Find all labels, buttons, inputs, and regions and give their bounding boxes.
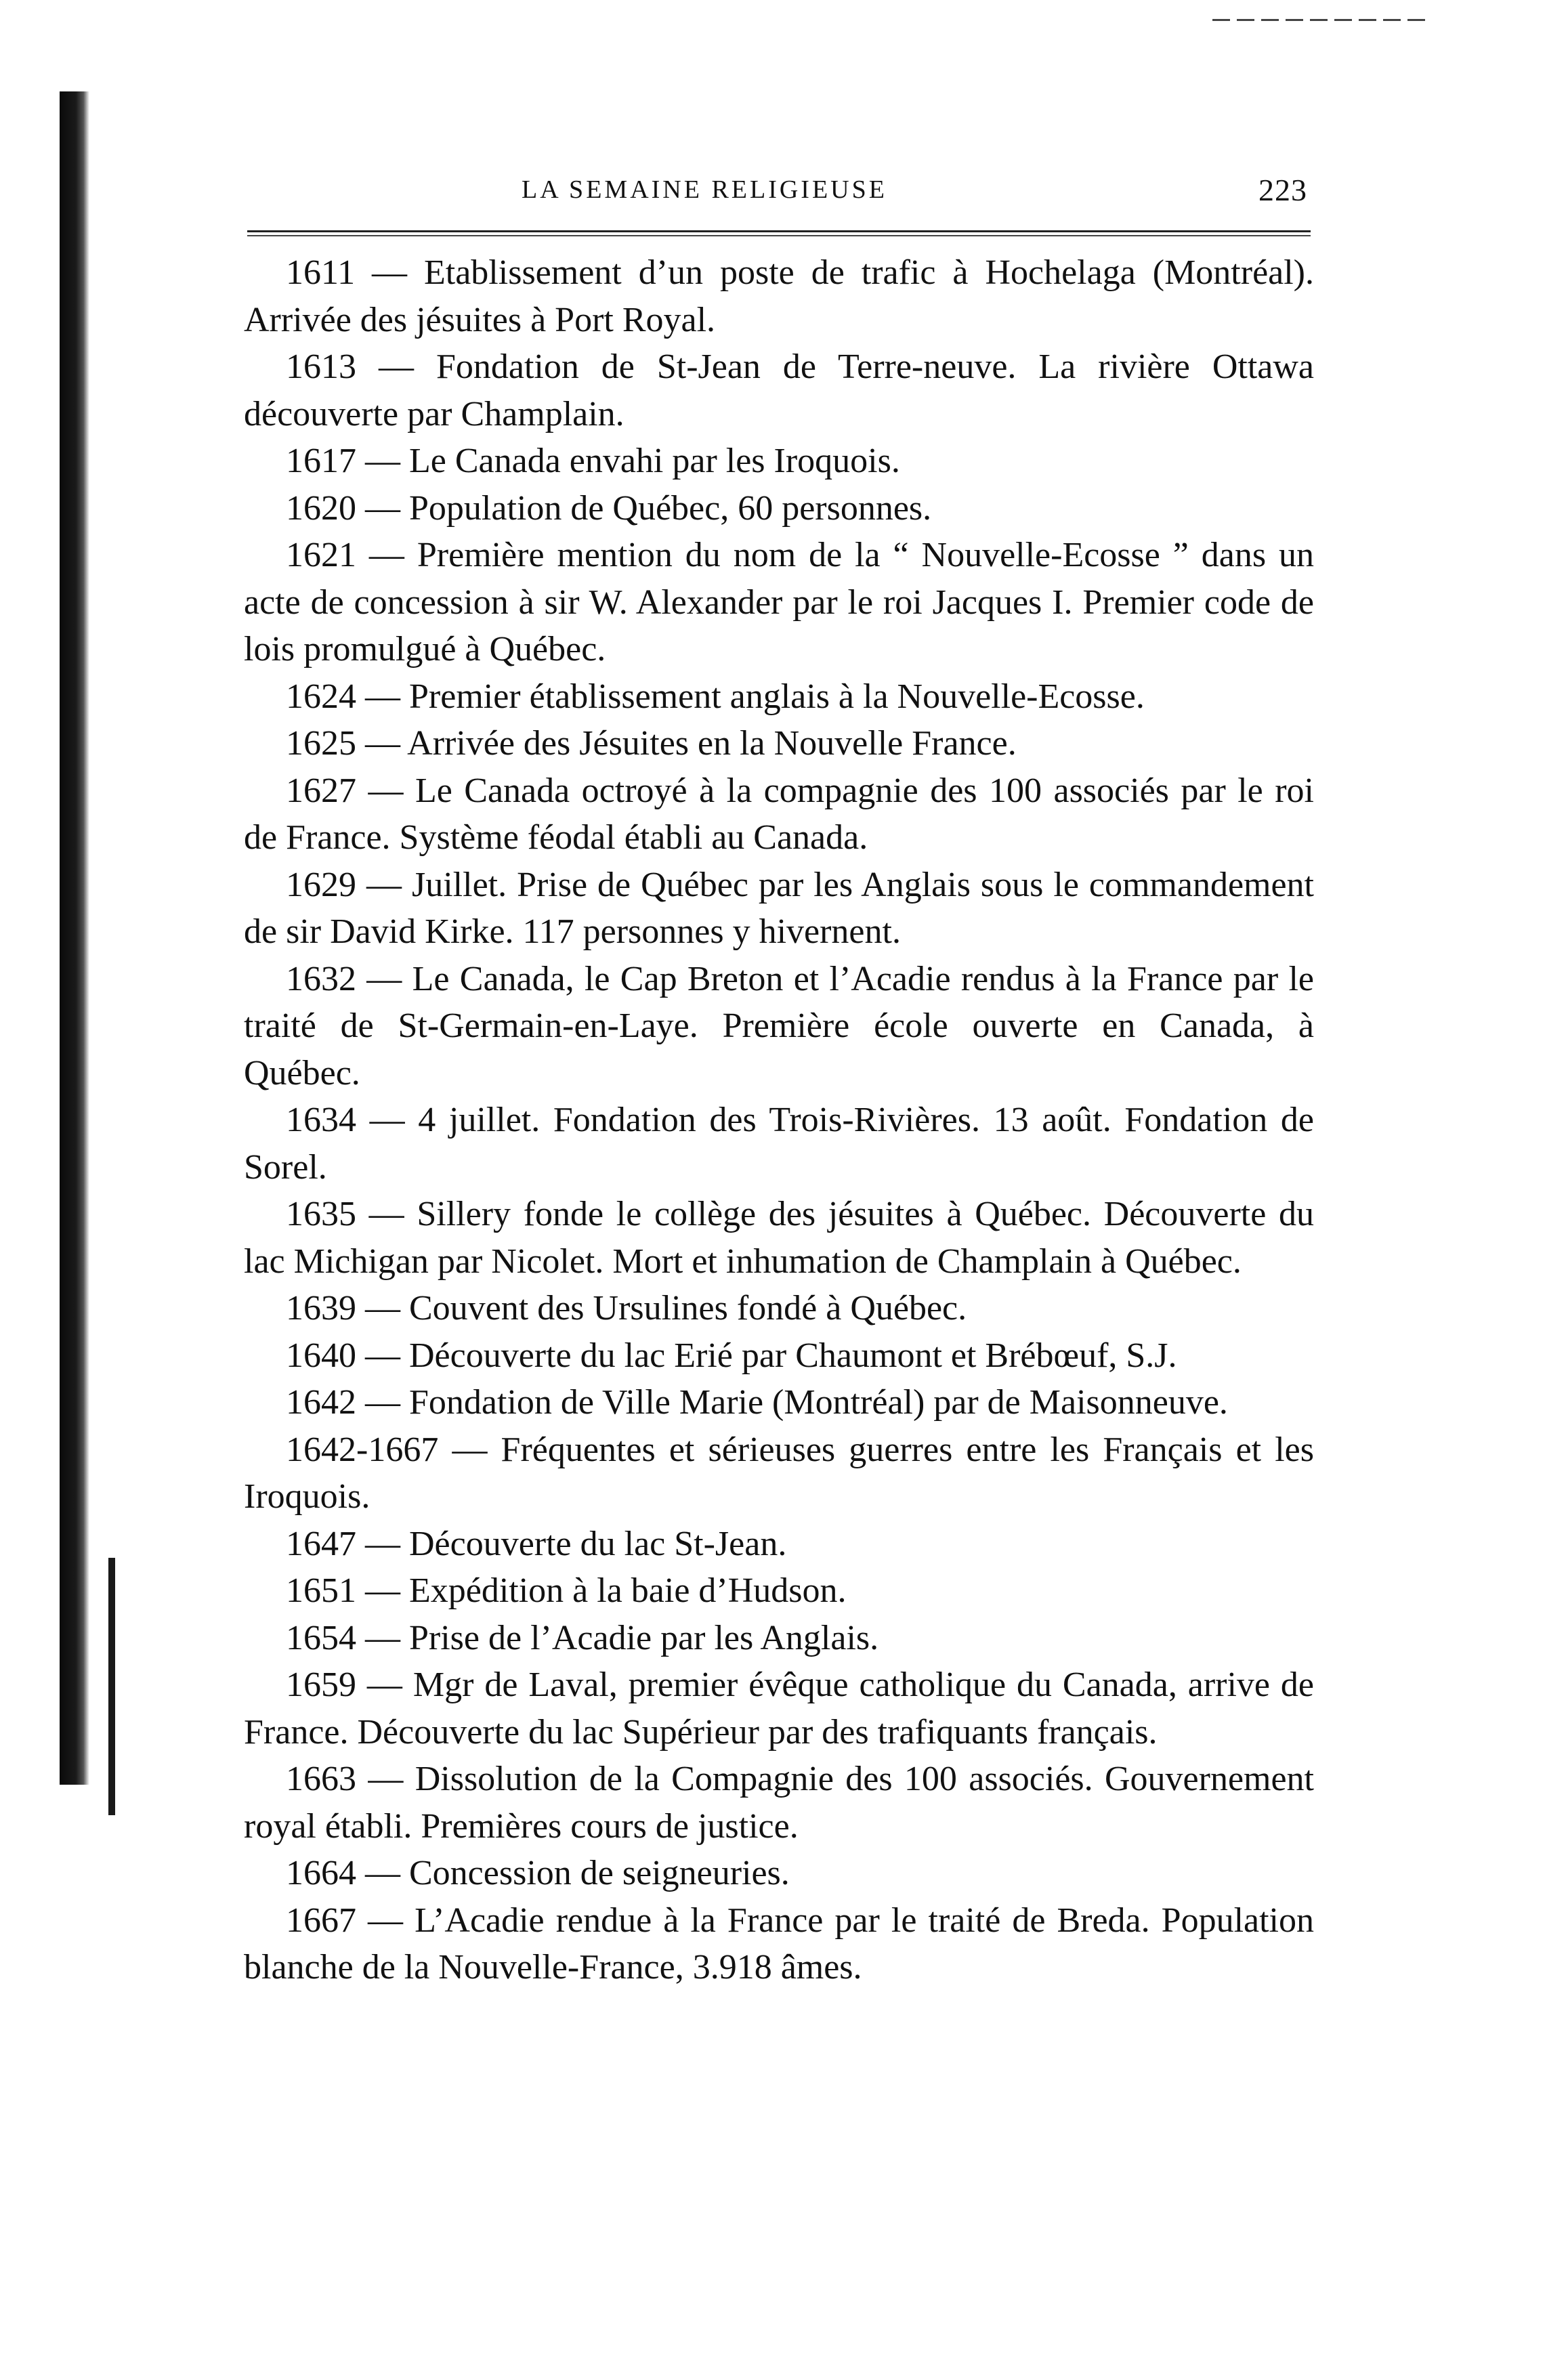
entry-year: 1625	[286, 724, 356, 763]
entry-text: Première mention du nom de la “ Nouvelle-Ecosse ” dans un acte de concession à sir W. Alexander par le roi Jacques I. Premier code de lois promulgué à Québec.	[244, 536, 1314, 669]
page-number: 223	[1258, 173, 1307, 207]
entry-year: 1621	[286, 536, 356, 574]
chronology-entry: 1611 — Etablissement d’un poste de trafic à Hochelaga (Montréal). Arrivée des jésuites à Port Royal.	[244, 253, 1314, 339]
entry-text: Fondation de St-Jean de Terre-neuve. La rivière Ottawa découverte par Champlain.	[244, 347, 1314, 433]
entry-year: 1632	[286, 959, 356, 998]
chronology-entry: 1642 — Fondation de Ville Marie (Montréal) par de Maisonneuve.	[286, 1383, 1228, 1422]
chronology-entry: 1627 — Le Canada octroyé à la compagnie des 100 associés par le roi de France. Système féodal établi au Canada.	[244, 771, 1314, 857]
entry-text: Découverte du lac Erié par Chaumont et Brébœuf, S.J.	[409, 1336, 1177, 1375]
chronology-entry: 1642-1667 — Fréquentes et sérieuses guerres entre les Français et les Iroquois.	[244, 1430, 1314, 1516]
page-header	[251, 175, 1307, 215]
entry-text: Concession de seigneuries.	[409, 1854, 790, 1892]
entry-text: Le Canada envahi par les Iroquois.	[409, 442, 900, 480]
chronology-entry: 1620 — Population de Québec, 60 personnes.	[286, 488, 932, 528]
entry-text: Mgr de Laval, premier évêque catholique du Canada, arrive de France. Découverte du lac Supérieur par des trafiquants français.	[244, 1666, 1315, 1752]
entry-year: 1613	[286, 347, 356, 386]
entry-text: Couvent des Ursulines fondé à Québec.	[409, 1289, 967, 1328]
header-rule	[247, 230, 1311, 232]
entry-text: Arrivée des Jésuites en la Nouvelle France.	[407, 724, 1017, 763]
entry-text: Population de Québec, 60 personnes.	[409, 488, 932, 528]
chronology-entry: 1651 — Expédition à la baie d’Hudson.	[286, 1571, 847, 1610]
entry-year: 1642	[286, 1383, 356, 1422]
chronology-entry: 1613 — Fondation de St-Jean de Terre-neuve. La rivière Ottawa découverte par Champlain.	[244, 347, 1314, 433]
entry-text: Sillery fonde le collège des jésuites à Québec. Découverte du lac Michigan par Nicolet. Mort et inhumation de Champlain à Québec.	[244, 1195, 1314, 1281]
chronology-entry: 1629 — Juillet. Prise de Québec par les Anglais sous le commandement de sir David Kirke. 117 personnes y hivernent.	[244, 865, 1314, 951]
entry-year: 1611	[286, 253, 356, 292]
chronology-entry: 1667 — L’Acadie rendue à la France par le traité de Breda. Population blanche de la Nouvelle-France, 3.918 âmes.	[244, 1901, 1314, 1987]
chronology-list	[244, 249, 1314, 1991]
chronology-entry: 1664 — Concession de seigneuries.	[286, 1854, 790, 1892]
entry-year: 1642-1667	[286, 1430, 439, 1469]
entry-text: Prise de l’Acadie par les Anglais.	[409, 1618, 879, 1657]
entry-year: 1667	[286, 1901, 356, 1940]
chronology-entry: 1621 — Première mention du nom de la “ Nouvelle-Ecosse ” dans un acte de concession à sir W. Alexander par le roi Jacques I. Premier code de lois promulgué à Québec.	[244, 536, 1314, 669]
entry-year: 1640	[286, 1336, 356, 1375]
entry-year: 1639	[286, 1289, 356, 1328]
chronology-entry: 1659 — Mgr de Laval, premier évêque catholique du Canada, arrive de France. Découverte du lac Supérieur par des trafiquants français.	[244, 1666, 1315, 1752]
entry-year: 1663	[286, 1760, 356, 1798]
entry-text: Découverte du lac St-Jean.	[409, 1524, 787, 1563]
entry-year: 1617	[286, 442, 356, 480]
entry-text: Dissolution de la Compagnie des 100 associés. Gouvernement royal établi. Premières cours de justice.	[244, 1760, 1314, 1846]
scan-binding-mark	[108, 1558, 115, 1815]
scan-top-dashes	[1212, 19, 1429, 21]
entry-year: 1620	[286, 488, 356, 528]
entry-text: Juillet. Prise de Québec par les Anglais sous le commandement de sir David Kirke. 117 personnes y hivernent.	[244, 865, 1314, 951]
entry-text: Etablissement d’un poste de trafic à Hochelaga (Montréal). Arrivée des jésuites à Port Royal.	[244, 253, 1314, 339]
entry-text: 4 juillet. Fondation des Trois-Rivières. 13 août. Fondation de Sorel.	[244, 1101, 1315, 1187]
entry-year: 1647	[286, 1524, 356, 1563]
entry-year: 1651	[286, 1571, 356, 1610]
entry-text: Expédition à la baie d’Hudson.	[409, 1571, 847, 1610]
chronology-entry: 1640 — Découverte du lac Erié par Chaumont et Brébœuf, S.J.	[286, 1336, 1177, 1375]
entry-text: Le Canada octroyé à la compagnie des 100 associés par le roi de France. Système féodal établi au Canada.	[244, 771, 1314, 857]
chronology-entry: 1635 — Sillery fonde le collège des jésuites à Québec. Découverte du lac Michigan par Nicolet. Mort et inhumation de Champlain à Québec.	[244, 1195, 1314, 1281]
chronology-entry: 1647 — Découverte du lac St-Jean.	[286, 1524, 787, 1563]
chronology-entry: 1639 — Couvent des Ursulines fondé à Québec.	[286, 1289, 967, 1328]
entry-text: L’Acadie rendue à la France par le traité de Breda. Population blanche de la Nouvelle-France, 3.918 âmes.	[244, 1901, 1314, 1987]
scan-binding-edge	[60, 91, 89, 1785]
entry-text: Premier établissement anglais à la Nouvelle-Ecosse.	[409, 677, 1145, 716]
entry-year: 1664	[286, 1854, 356, 1892]
entry-year: 1634	[286, 1101, 356, 1139]
entry-year: 1624	[286, 677, 356, 716]
entry-year: 1629	[286, 865, 356, 904]
chronology-entry: 1632 — Le Canada, le Cap Breton et l’Acadie rendus à la France par le traité de St-Germain-en-Laye. Première école ouverte en Canada, à Québec.	[244, 959, 1314, 1092]
chronology-entry: 1624 — Premier établissement anglais à la Nouvelle-Ecosse.	[286, 677, 1145, 716]
chronology-entry: 1654 — Prise de l’Acadie par les Anglais.	[286, 1618, 879, 1657]
running-title: LA SEMAINE RELIGIEUSE	[522, 175, 887, 204]
chronology-entry: 1617 — Le Canada envahi par les Iroquois.	[286, 442, 900, 480]
entry-year: 1627	[286, 771, 356, 810]
chronology-entry: 1625 — Arrivée des Jésuites en la Nouvelle France.	[286, 724, 1017, 763]
entry-year: 1635	[286, 1195, 356, 1233]
entry-year: 1659	[286, 1666, 356, 1704]
chronology-entry: 1634 — 4 juillet. Fondation des Trois-Rivières. 13 août. Fondation de Sorel.	[244, 1101, 1315, 1187]
entry-text: Fondation de Ville Marie (Montréal) par de Maisonneuve.	[409, 1383, 1228, 1422]
entry-text: Fréquentes et sérieuses guerres entre les Français et les Iroquois.	[244, 1430, 1314, 1516]
chronology-entry: 1663 — Dissolution de la Compagnie des 100 associés. Gouvernement royal établi. Premières cours de justice.	[244, 1760, 1314, 1846]
entry-text: Le Canada, le Cap Breton et l’Acadie rendus à la France par le traité de St-Germain-en-Laye. Première école ouverte en Canada, à Québec.	[244, 959, 1314, 1092]
entry-year: 1654	[286, 1618, 356, 1657]
